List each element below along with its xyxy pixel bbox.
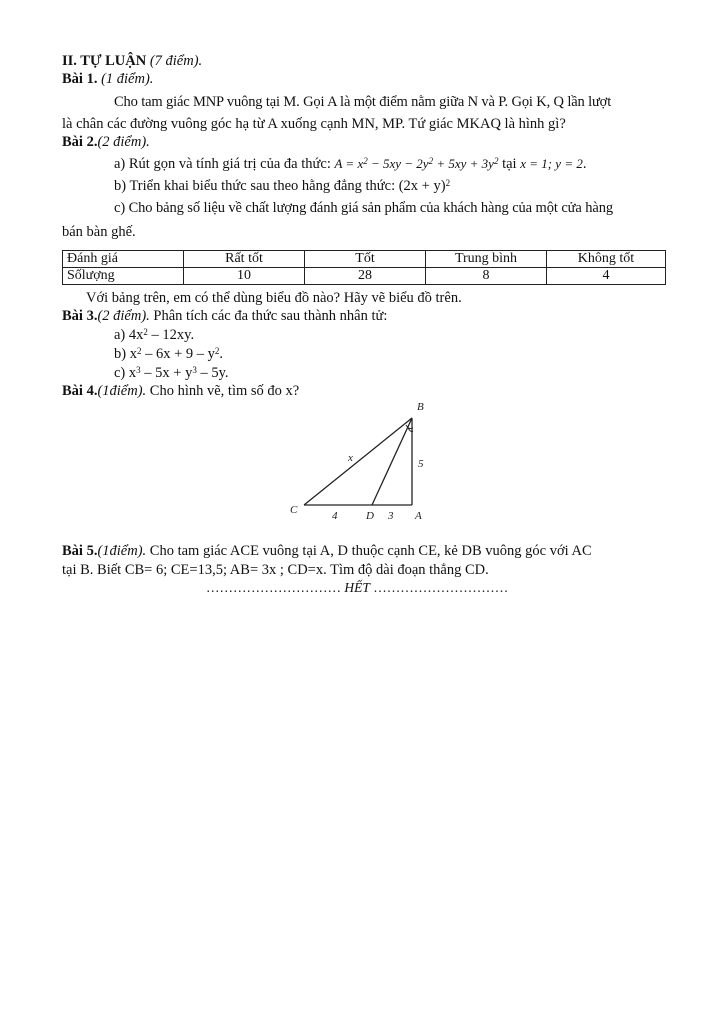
table-cell: 8 <box>426 268 547 285</box>
bai3-a-text: a) 4x <box>114 327 144 343</box>
end-dots-right: ………………………… <box>373 580 509 595</box>
table-cell: Tốt <box>305 251 426 268</box>
table-cell: 4 <box>547 268 666 285</box>
bai5-points: (1điểm). <box>97 543 147 559</box>
end-marker <box>206 579 508 597</box>
bai1-line1: Cho tam giác MNP vuông tại M. Gọi A là một điểm nằm giữa N và P. Gọi K, Q lần lượt <box>114 94 612 110</box>
bai1-line2: là chân các đường vuông góc hạ từ A xuống cạnh MN, MP. Tứ giác MKAQ là hình gì? <box>62 116 566 132</box>
bai2-after-table: Với bảng trên, em có thể dùng biểu đồ nào? Hãy vẽ biểu đồ trên. <box>86 290 462 306</box>
bai3-c-text: c) x <box>114 365 137 381</box>
bai4-points: (1điểm). <box>97 383 147 399</box>
bai3-b-text: b) x <box>114 346 137 362</box>
bai2-a-formula: $A = x^2 - 5xy - 2y^2 + 5xy + 3y^2$ <box>334 156 499 171</box>
section-heading <box>62 52 202 70</box>
formula-lhs: A = x <box>334 156 364 171</box>
bai3-label: Bài 3. <box>62 308 98 324</box>
formula-mid2: + 5xy + 3y <box>433 156 494 171</box>
bai3-c-rest: – 5x + y <box>140 365 193 381</box>
table-cell: Không tốt <box>547 251 666 268</box>
segment-db <box>372 418 412 505</box>
bai2-label: Bài 2. <box>62 134 98 150</box>
bai1-label: Bài 1. <box>62 71 98 87</box>
bai2-b-text: b) Triển khai biểu thức sau theo hằng đẳng thức: (2x + y) <box>114 178 446 194</box>
bai5-line2: tại B. Biết CB= 6; CE=13,5; AB= 3x ; CD=x. Tìm độ dài đoạn thẳng CD. <box>62 562 489 578</box>
label-c: C <box>290 504 298 516</box>
bai1-heading <box>62 70 153 88</box>
table-cell: Trung bình <box>426 251 547 268</box>
bai2-b: b) Triển khai biểu thức sau theo hằng đẳng thức: $(2x + y)^2$ <box>114 178 451 194</box>
segment-cb <box>304 418 412 505</box>
bai3-intro: Phân tích các đa thức sau thành nhân tử: <box>153 308 388 324</box>
table-cell: Rất tốt <box>184 251 305 268</box>
bai3-a: a) $4x^2 - 12xy$. <box>114 327 195 343</box>
bai2-c-line1: c) Cho bảng số liệu về chất lượng đánh giá sản phẩm của khách hàng của một cửa hàng <box>114 200 614 216</box>
label-5: 5 <box>418 458 424 470</box>
bai5-line1: Cho tam giác ACE vuông tại A, D thuộc cạnh CE, kẻ DB vuông góc với AC <box>149 543 592 559</box>
bai4-text: Cho hình vẽ, tìm số đo x? <box>149 383 300 399</box>
table-row <box>63 268 666 285</box>
bai4-heading <box>62 382 299 400</box>
bai3-heading <box>62 307 387 325</box>
bai3-points: (2 điểm). <box>97 308 150 324</box>
bai3-b-rest: – 6x + 9 – y <box>141 346 215 362</box>
formula-mid1: − 5xy − 2y <box>367 156 429 171</box>
bai3-a-rest: – 12xy. <box>147 327 195 343</box>
bai1-points: (1 điểm). <box>101 71 154 87</box>
label-b: B <box>417 401 424 413</box>
triangle-figure <box>282 395 442 525</box>
bai5-heading <box>62 542 592 560</box>
label-x: x <box>348 452 353 464</box>
section-points: (7 điểm). <box>149 53 203 69</box>
table-cell: Sốlượng <box>63 268 184 285</box>
bai4-label: Bài 4. <box>62 383 98 399</box>
rating-table <box>62 250 666 285</box>
table-cell: 10 <box>184 268 305 285</box>
bai2-heading <box>62 133 150 151</box>
end-dots-left: ………………………… <box>206 580 341 595</box>
bai3-c-rest2: – 5y. <box>196 365 229 381</box>
bai2-a: a) Rút gọn và tính giá trị của đa thức: $A = x^2 - 5xy - 2y^2 + 5xy + 3y^2$ tại x = 1; y = 2. <box>114 156 587 172</box>
end-text: HẾT <box>344 580 370 595</box>
bai3-c: c) $x^3 - 5x + y^3 - 5y$. <box>114 365 229 381</box>
bai3-b: b) $x^2 - 6x + 9 - y^2$. <box>114 346 224 362</box>
bai2-a-tai: tại <box>502 156 517 172</box>
table-cell: Đánh giá <box>63 251 184 268</box>
bai2-a-cond: x = 1; y = 2 <box>520 156 583 171</box>
bai2-points: (2 điểm). <box>97 134 150 150</box>
label-4: 4 <box>332 510 338 522</box>
bai5-label: Bài 5. <box>62 543 98 559</box>
label-d: D <box>366 510 374 522</box>
bai2-a-text: a) Rút gọn và tính giá trị của đa thức: <box>114 156 331 172</box>
label-3: 3 <box>388 510 394 522</box>
table-header-row <box>63 251 666 268</box>
section-title: II. TỰ LUẬN <box>62 53 147 69</box>
table-cell: 28 <box>305 268 426 285</box>
bai2-c-line2: bán bàn ghế. <box>62 224 136 240</box>
label-a: A <box>415 510 422 522</box>
